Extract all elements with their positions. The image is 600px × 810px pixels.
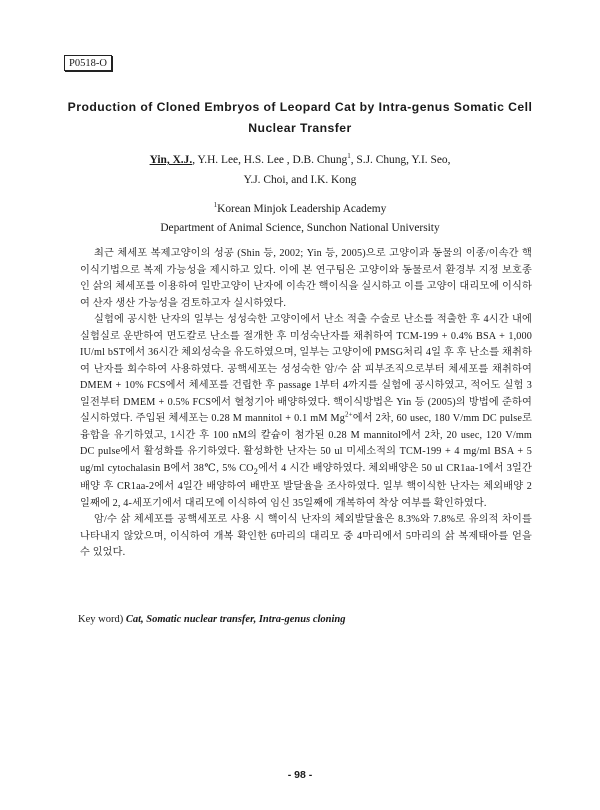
author-list [52,150,548,190]
keywords-terms: Cat, Somatic nuclear transfer, Intra-genus cloning [125,614,346,625]
title-line-1: Production of Cloned Embryos of Leopard Cat by Intra-genus Somatic Cell [67,100,533,114]
affiliation-marker: 1 [347,152,351,161]
paper-title [52,97,548,139]
abstract-paragraph-3: 암/수 삵 체세포를 공핵세포로 사용 시 핵이식 난자의 체외발달율은 8.3%와 7.8%로 유의적 차이를 나타내지 않았으며, 이식하여 개복 확인한 6마리의 대리모 중 4마리에서 5마리의 삵 복제태아를 얻을 수 있었다. [80,514,532,559]
abstract-paragraph-2 [80,312,532,512]
title-line-2: Nuclear Transfer [248,121,352,135]
affiliation-line-1 [52,200,548,219]
abstract-paragraph-1: 최근 체세포 복제고양이의 성공 (Shin 등, 2002; Yin 등, 2005)으로 고양이과 동물의 이종/이속간 핵이식기법으로 복제 가능성을 제시하고 있다. 이에 본 연구팀은 고양이와 동물로서 환경부 지정 보호종인 삵의 체세포를 이용하여 일반고양이 난자에 이속간 핵이식을 실시하고 이를 고양이 대리모에 이식하여 산자 생산 가능성을 검토하고자 실시하였다. [80,248,532,309]
authors-line-2: Y.J. Choi, and I.K. Kong [243,174,357,186]
co2-subscript: 2 [253,465,259,476]
affiliation-block [52,200,548,238]
authors-line-1 [52,150,548,170]
page-number: - 98 - [287,769,313,781]
abstract-p2-part-a: 실험에 공시한 난자의 일부는 성성숙한 고양이에서 난소 적출 수술로 난소를 적출한 후 4시간 내에 실험실로 운반하여 면도칼로 난소를 절개한 후 미성숙난자를 채취하여 TCM-199 + 0.4% BSA + 1,000 IU/ml bST에서 36시간 체외성숙을 유도하였으며, 일부는 고양이에 PMSG처리 4일 후 후 난소를 채취하여 난자를 회수하여 사용하였다. 공핵세포는 성성숙한 암/수 삵 피부조직으로부터 체세포를 채취하여 DMEM + 10% FCS에서 체세포를 건립한 후 passage 1부터 4까지를 실험에 공시하였고, 적어도 실험 3일전부터 DMEM + 0.5% FCS에서 혈청기아 배양하였다. 핵이식방법은 Yin 등 (2005)의 방법에 준하여 실시하였다. 주입된 체세포는 0.28 M mannitol + 0.1 mM Mg [80,314,532,424]
affiliation-sup: 1 [213,201,218,210]
abstract-p2-part-b: 에서 2차, 60 usec, 180 V/mm DC pulse로 융합을 유기하였고, 1시간 후 100 nM의 칼슘이 첨가된 0.28 M mannitol에서 2차, 20 usec, 120 V/mm DC pulse에서 활성화를 유기하였다. 활성화한 난자는 50 ul 미세소적의 TCM-199 + 4 mg/ml BSA + 5 ug/ml cytochalasin B에서 38℃, 5% CO [80,413,533,474]
abstract-p2-part-c: 에서 4 시간 배양하였다. 체외배양은 50 ul CR1aa-1에서 3일간 배양 후 CR1aa-2에서 4일간 배양하여 배반포 발달율을 조사하였다. 일부 핵이식한 난자는 체외배양 2일째에 2, 4-세포기에서 대리모에 이식하여 임신 35일째에 개복하여 착상 여부를 확인하였다. [80,462,532,509]
magnesium-charge-sup: 2+ [344,410,353,419]
affiliation-line-2: Department of Animal Science, Sunchon National University [160,222,440,234]
lead-author: Yin, X.J. [149,154,193,166]
affiliation-name: Korean Minjok Leadership Academy [217,203,387,215]
abstract-code-box: P0518-O [64,55,112,71]
keywords-label: Key word) [78,614,124,625]
authors-line-1-rest: , Y.H. Lee, H.S. Lee , D.B. Chung [192,154,348,166]
abstract-body [80,246,532,562]
keywords-line [78,613,346,627]
authors-line-1-end: , S.J. Chung, Y.I. Seo, [350,154,451,166]
